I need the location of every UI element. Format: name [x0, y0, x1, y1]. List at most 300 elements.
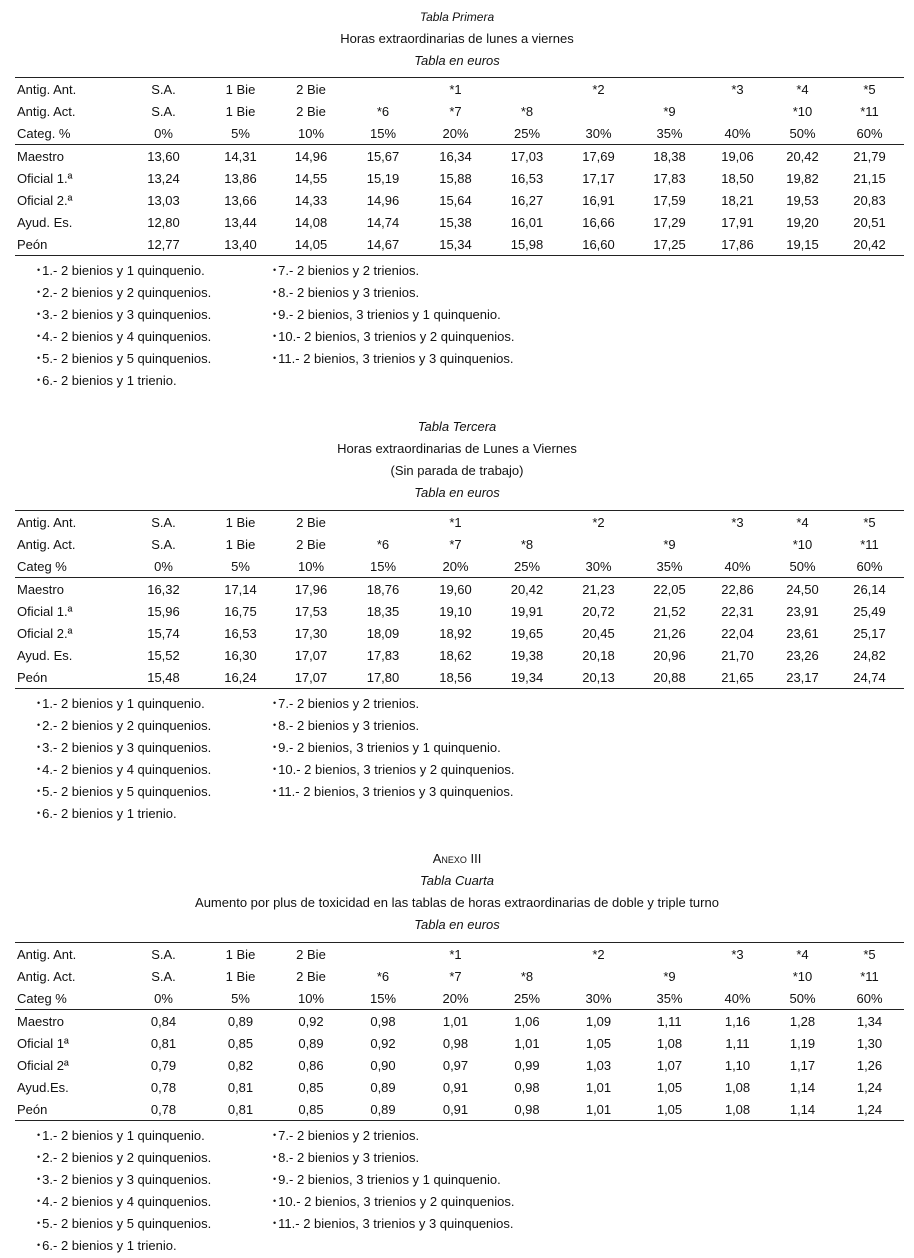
table-cell: 40%	[705, 555, 770, 578]
footnote-text: 9.- 2 bienios, 3 trienios y 1 quinquenio.	[278, 740, 501, 755]
footnote-item	[37, 326, 211, 349]
footnote-text: 6.- 2 bienios y 1 trienio.	[42, 373, 177, 388]
table-cell: *1	[420, 511, 491, 534]
table-cell: 1,08	[724, 1079, 751, 1095]
table-cell: 0,85	[298, 1079, 324, 1095]
row-label: Ayud. Es.	[17, 214, 73, 230]
table-cell: 19,53	[786, 192, 819, 208]
table-cell: *1	[420, 943, 491, 966]
footnote-text: 5.- 2 bienios y 5 quinquenios.	[42, 784, 212, 799]
tabla-cuarta-title: Aumento por plus de toxicidad en las tablas de horas extraordinarias de doble y triple turno	[195, 895, 719, 910]
table-cell: 18,35	[366, 603, 400, 619]
bullet-icon: •	[273, 698, 277, 708]
table-cell: 15,74	[147, 625, 180, 641]
tabla-primera-header	[0, 6, 914, 72]
table-cell: 15,96	[147, 603, 180, 619]
table-cell: 16,60	[563, 233, 634, 256]
table-cell: S.A.	[151, 103, 176, 119]
footnote-text: 10.- 2 bienios, 3 trienios y 2 quinquenios.	[278, 329, 515, 344]
footnote-item	[37, 1125, 205, 1148]
table-cell: 25,17	[853, 625, 886, 641]
table-cell: 2 Bie	[296, 536, 326, 552]
table-cell: 0,89	[227, 1013, 254, 1029]
table-cell: 60%	[835, 122, 904, 145]
footnote-item	[37, 1235, 177, 1258]
table-cell: 0,85	[276, 1098, 346, 1121]
footnote-item	[37, 781, 211, 804]
footnote-item	[37, 282, 211, 305]
row-label: Peón	[15, 233, 122, 256]
table-cell: 1,08	[705, 1098, 770, 1121]
table-cell: 19,15	[770, 233, 835, 256]
bullet-icon: •	[37, 698, 41, 708]
table-cell: 15%	[346, 987, 420, 1010]
table-cell: 5%	[205, 122, 276, 145]
table-cell: 50%	[770, 555, 835, 578]
table-header-row	[15, 987, 904, 1010]
table-cell: 1 Bie	[205, 511, 276, 534]
bullet-icon: •	[273, 742, 277, 752]
table-cell: 21,23	[582, 581, 615, 597]
footnote-text: 5.- 2 bienios y 5 quinquenios.	[42, 351, 212, 366]
footnote-item	[273, 304, 501, 327]
table-cell: 0,97	[442, 1057, 469, 1073]
bullet-icon: •	[273, 720, 277, 730]
footnote-text: 3.- 2 bienios y 3 quinquenios.	[42, 307, 212, 322]
table-cell: 20,51	[853, 214, 886, 230]
footnote-text: 8.- 2 bienios y 3 trienios.	[278, 718, 420, 733]
table-cell: 2 Bie	[296, 968, 326, 984]
table-cell	[491, 511, 563, 534]
table-cell: 0,84	[150, 1013, 177, 1029]
table-cell: 12,80	[147, 214, 180, 230]
table-cell: 20,88	[634, 666, 705, 689]
table-cell: 16,01	[510, 214, 544, 230]
table-data-row	[15, 666, 904, 689]
table-data-row	[15, 1076, 904, 1098]
table-data-row	[15, 145, 904, 168]
footnote-item	[273, 326, 514, 349]
table-cell: *5	[835, 943, 904, 966]
table-cell: 16,75	[224, 603, 257, 619]
table-cell: 17,30	[294, 625, 328, 641]
table-cell: 1,01	[442, 1013, 469, 1029]
table-cell: 60%	[835, 987, 904, 1010]
table-cell: 40%	[705, 987, 770, 1010]
table-cell: 16,53	[224, 625, 257, 641]
footnote-item	[37, 1169, 211, 1192]
table-cell: 1,28	[789, 1013, 816, 1029]
tabla-primera-units: Tabla en euros	[414, 53, 500, 68]
table-cell: 13,24	[147, 170, 180, 186]
table-cell: 1,07	[656, 1057, 683, 1073]
bullet-icon: •	[37, 353, 41, 363]
tabla-tercera-header	[0, 416, 914, 504]
table-cell: 17,17	[582, 170, 615, 186]
table-cell: 23,61	[786, 625, 819, 641]
table-cell: 13,86	[224, 170, 257, 186]
tabla-cuarta-units: Tabla en euros	[414, 917, 500, 932]
row-label: Maestro	[17, 1013, 64, 1029]
table-cell: 1 Bie	[225, 103, 256, 119]
table-cell: 1,06	[514, 1013, 540, 1029]
table-cell: 14,33	[294, 192, 328, 208]
table-cell: 17,69	[582, 148, 615, 164]
bullet-icon: •	[273, 331, 277, 341]
table-cell: 40%	[705, 122, 770, 145]
table-cell: *11	[860, 536, 879, 552]
bullet-icon: •	[37, 309, 41, 319]
bullet-icon: •	[37, 265, 41, 275]
table-cell: 16,66	[582, 214, 615, 230]
table-data-row	[15, 189, 904, 211]
bullet-icon: •	[273, 1152, 277, 1162]
table-cell	[705, 965, 770, 987]
table-cell	[634, 78, 705, 101]
tabla-primera-caption: Tabla Primera	[419, 10, 495, 24]
table-cell: 0,85	[227, 1035, 254, 1051]
table-cell: 13,03	[147, 192, 180, 208]
table-cell: 21,79	[853, 148, 886, 164]
table-cell: 15,98	[491, 233, 563, 256]
footnote-item	[37, 1213, 211, 1236]
table-cell: *4	[770, 511, 835, 534]
table-cell: 0,92	[370, 1035, 396, 1051]
footnote-text: 9.- 2 bienios, 3 trienios y 1 quinquenio.	[278, 1172, 501, 1187]
table-cell: 1,30	[856, 1035, 883, 1051]
bullet-icon: •	[37, 786, 41, 796]
table-cell: 1,01	[563, 1098, 634, 1121]
table-cell: 17,25	[634, 233, 705, 256]
row-label: Antig. Ant.	[15, 78, 122, 101]
footnote-text: 11.- 2 bienios, 3 trienios y 3 quinquenios.	[278, 1216, 514, 1231]
table-cell: 20,42	[835, 233, 904, 256]
table-cell: *8	[520, 536, 534, 552]
table-cell: 30%	[563, 122, 634, 145]
row-label: Oficial 2.ª	[17, 192, 73, 208]
table-cell: *3	[705, 511, 770, 534]
bullet-icon: •	[273, 786, 277, 796]
table-cell: 1,24	[856, 1079, 883, 1095]
table-cell: 13,40	[205, 233, 276, 256]
bullet-icon: •	[37, 1240, 41, 1250]
table-cell	[705, 100, 770, 122]
table-cell: 1,26	[856, 1057, 883, 1073]
table-cell: *9	[663, 536, 676, 552]
table-cell: *8	[520, 103, 534, 119]
table-cell: 26,14	[853, 581, 886, 597]
table-cell: *1	[420, 78, 491, 101]
footnote-text: 11.- 2 bienios, 3 trienios y 3 quinquenios.	[278, 351, 514, 366]
table-cell: 15,34	[420, 233, 491, 256]
tabla-tercera-caption: Tabla Tercera	[417, 419, 497, 434]
table-cell: *11	[860, 968, 879, 984]
table-cell: 1,05	[634, 1098, 705, 1121]
table-cell: 18,62	[439, 647, 472, 663]
table-cell: *2	[563, 511, 634, 534]
row-label: Antig. Ant.	[15, 511, 122, 534]
table-cell: 17,03	[510, 148, 544, 164]
table-cell: 20,83	[853, 192, 886, 208]
table-cell: 12,77	[122, 233, 205, 256]
table-cell: 20%	[420, 555, 491, 578]
table-header-row	[15, 965, 904, 987]
table-cell: 1 Bie	[225, 536, 256, 552]
bullet-icon: •	[37, 742, 41, 752]
table-cell: 1 Bie	[205, 943, 276, 966]
table-cell: 19,20	[786, 214, 819, 230]
table-cell: 22,05	[653, 581, 686, 597]
table-cell: 22,86	[721, 581, 754, 597]
tabla-cuarta-caption: Tabla Cuarta	[420, 873, 494, 888]
table-cell: 0,89	[346, 1098, 420, 1121]
table-cell: 17,14	[224, 581, 257, 597]
bullet-icon: •	[37, 1174, 41, 1184]
table-cell	[563, 965, 634, 987]
table-cell: 14,74	[366, 214, 400, 230]
footnote-text: 9.- 2 bienios, 3 trienios y 1 quinquenio.	[278, 307, 501, 322]
footnote-text: 8.- 2 bienios y 3 trienios.	[278, 285, 420, 300]
table-cell: 1,01	[514, 1035, 540, 1051]
table-cell: 0%	[122, 987, 205, 1010]
footnote-item	[273, 282, 419, 305]
table-cell: 0,82	[227, 1057, 254, 1073]
footnote-text: 1.- 2 bienios y 1 quinquenio.	[42, 263, 205, 278]
table-cell: 16,32	[147, 581, 180, 597]
table-cell: *11	[860, 103, 879, 119]
footnote-text: 2.- 2 bienios y 2 quinquenios.	[42, 285, 212, 300]
table-cell: 0,98	[491, 1098, 563, 1121]
bullet-icon: •	[37, 720, 41, 730]
table-cell: 15,19	[366, 170, 400, 186]
table-cell: *10	[792, 968, 813, 984]
table-header-row	[15, 943, 904, 966]
row-label: Maestro	[17, 148, 64, 164]
bullet-icon: •	[37, 331, 41, 341]
row-label: Categ %	[15, 987, 122, 1010]
footnote-item	[273, 759, 514, 782]
table-cell	[491, 943, 563, 966]
table-cell: *2	[563, 943, 634, 966]
table-cell: 20,72	[582, 603, 615, 619]
table-cell: 1,17	[789, 1057, 816, 1073]
row-label: Antig. Act.	[17, 968, 76, 984]
table-data-row	[15, 622, 904, 644]
footnote-item	[37, 693, 205, 716]
footnote-item	[273, 1191, 514, 1214]
footnote-text: 2.- 2 bienios y 2 quinquenios.	[42, 1150, 212, 1165]
tabla-primera-table	[15, 77, 904, 256]
footnote-item	[37, 260, 205, 283]
table-cell: 15%	[346, 122, 420, 145]
table-cell: 19,10	[439, 603, 472, 619]
table-cell: 18,09	[366, 625, 400, 641]
table-cell: 0,90	[370, 1057, 396, 1073]
table-cell: 21,52	[653, 603, 686, 619]
bullet-icon: •	[37, 1152, 41, 1162]
table-cell: 23,91	[786, 603, 819, 619]
table-data-row	[15, 600, 904, 622]
table-cell: 13,44	[224, 214, 257, 230]
table-cell: S.A.	[151, 968, 176, 984]
table-cell: 18,76	[366, 581, 400, 597]
table-cell	[346, 511, 420, 534]
table-cell: 18,21	[721, 192, 754, 208]
bullet-icon: •	[273, 1174, 277, 1184]
table-cell: 2 Bie	[276, 78, 346, 101]
table-cell: 35%	[634, 555, 705, 578]
bullet-icon: •	[273, 287, 277, 297]
table-cell: 23,26	[786, 647, 819, 663]
table-cell: 25%	[491, 122, 563, 145]
row-label: Peón	[15, 1098, 122, 1121]
table-cell	[705, 533, 770, 555]
row-label: Categ %	[15, 555, 122, 578]
table-cell: 1,08	[656, 1035, 683, 1051]
table-cell: 15,38	[439, 214, 472, 230]
table-cell: 1,14	[789, 1079, 816, 1095]
table-cell	[563, 533, 634, 555]
table-cell: *5	[835, 78, 904, 101]
table-cell: 15,52	[147, 647, 180, 663]
table-cell: *6	[376, 536, 390, 552]
table-cell: 20,45	[582, 625, 615, 641]
table-cell: *9	[663, 103, 676, 119]
table-data-row	[15, 167, 904, 189]
table-cell: 17,29	[653, 214, 686, 230]
footnote-text: 3.- 2 bienios y 3 quinquenios.	[42, 1172, 212, 1187]
table-cell: 50%	[770, 122, 835, 145]
bullet-icon: •	[273, 1218, 277, 1228]
table-cell: 21,26	[653, 625, 686, 641]
bullet-icon: •	[37, 1130, 41, 1140]
footnote-text: 4.- 2 bienios y 4 quinquenios.	[42, 1194, 212, 1209]
table-cell: 0,91	[420, 1098, 491, 1121]
tabla-primera-title: Horas extraordinarias de lunes a viernes	[340, 31, 574, 46]
table-cell: 16,91	[582, 192, 615, 208]
tabla-tercera-units: Tabla en euros	[414, 485, 500, 500]
table-cell: 20,96	[653, 647, 686, 663]
table-cell: 19,60	[439, 581, 472, 597]
table-cell: *2	[563, 78, 634, 101]
table-cell: 0,78	[150, 1079, 177, 1095]
table-cell: 17,07	[276, 666, 346, 689]
table-cell: 1,05	[656, 1079, 683, 1095]
table-cell: 0%	[122, 555, 205, 578]
row-label: Ayud. Es.	[17, 647, 73, 663]
table-cell: 0,91	[442, 1079, 469, 1095]
footnote-item	[273, 737, 501, 760]
bullet-icon: •	[37, 287, 41, 297]
footnote-item	[37, 1147, 211, 1170]
footnote-text: 5.- 2 bienios y 5 quinquenios.	[42, 1216, 212, 1231]
table-cell: 15,48	[122, 666, 205, 689]
table-cell: 1,11	[657, 1013, 682, 1029]
table-cell: 5%	[205, 555, 276, 578]
table-cell: 15,64	[439, 192, 472, 208]
table-cell: 0,99	[514, 1057, 540, 1073]
table-cell: 1,05	[585, 1035, 612, 1051]
table-cell: 14,55	[294, 170, 328, 186]
table-header-row	[15, 78, 904, 101]
table-cell: *4	[770, 78, 835, 101]
table-header-row	[15, 555, 904, 578]
table-data-row	[15, 578, 904, 601]
table-cell: 15%	[346, 555, 420, 578]
table-cell: 2 Bie	[296, 103, 326, 119]
footnote-item	[273, 1147, 419, 1170]
bullet-icon: •	[37, 764, 41, 774]
table-cell: 14,31	[224, 148, 257, 164]
table-cell: 20,18	[582, 647, 615, 663]
footnote-text: 1.- 2 bienios y 1 quinquenio.	[42, 1128, 205, 1143]
table-cell: 5%	[205, 987, 276, 1010]
footnote-text: 7.- 2 bienios y 2 trienios.	[278, 696, 420, 711]
table-cell: 24,82	[853, 647, 886, 663]
table-cell: 18,50	[721, 170, 754, 186]
table-cell: 0,98	[442, 1035, 469, 1051]
table-cell: 14,08	[294, 214, 328, 230]
footnote-item	[273, 1125, 419, 1148]
footnote-item	[273, 715, 419, 738]
table-cell: 19,82	[786, 170, 819, 186]
table-cell: 35%	[634, 122, 705, 145]
table-cell: 25%	[491, 987, 563, 1010]
tabla-tercera-subtitle: (Sin parada de trabajo)	[390, 463, 524, 478]
table-cell: 14,96	[366, 192, 400, 208]
footnote-text: 7.- 2 bienios y 2 trienios.	[278, 263, 420, 278]
row-label: Oficial 1.ª	[17, 170, 73, 186]
table-cell: *7	[449, 103, 462, 119]
table-cell: 1,24	[835, 1098, 904, 1121]
table-cell: 16,53	[510, 170, 544, 186]
footnote-item	[273, 781, 514, 804]
footnote-text: 6.- 2 bienios y 1 trienio.	[42, 1238, 177, 1253]
table-cell: *8	[520, 968, 534, 984]
table-cell: 17,53	[294, 603, 328, 619]
table-cell: *4	[770, 943, 835, 966]
bullet-icon: •	[273, 1196, 277, 1206]
footnote-text: 7.- 2 bienios y 2 trienios.	[278, 1128, 420, 1143]
table-cell: 1,10	[724, 1057, 751, 1073]
table-cell: 14,05	[276, 233, 346, 256]
table-cell: 23,17	[770, 666, 835, 689]
table-cell: 30%	[563, 555, 634, 578]
row-label: Oficial 2.ª	[17, 625, 73, 641]
table-cell: 19,65	[510, 625, 544, 641]
table-cell: 1,19	[789, 1035, 816, 1051]
table-data-row	[15, 1032, 904, 1054]
bullet-icon: •	[37, 808, 41, 818]
table-cell: 21,15	[853, 170, 886, 186]
table-header-row	[15, 533, 904, 555]
footnote-item	[37, 759, 211, 782]
bullet-icon: •	[273, 353, 277, 363]
table-header-row	[15, 122, 904, 145]
table-cell: 10%	[276, 987, 346, 1010]
footnote-item	[273, 1169, 501, 1192]
footnote-item	[273, 260, 419, 283]
table-cell: 1 Bie	[225, 968, 256, 984]
table-cell: 25%	[491, 555, 563, 578]
table-cell: S.A.	[122, 943, 205, 966]
bullet-icon: •	[273, 764, 277, 774]
table-header-row	[15, 511, 904, 534]
row-label: Oficial 2ª	[17, 1057, 69, 1073]
row-label: Antig. Act.	[17, 536, 76, 552]
row-label: Antig. Act.	[17, 103, 76, 119]
footnote-text: 4.- 2 bienios y 4 quinquenios.	[42, 329, 212, 344]
